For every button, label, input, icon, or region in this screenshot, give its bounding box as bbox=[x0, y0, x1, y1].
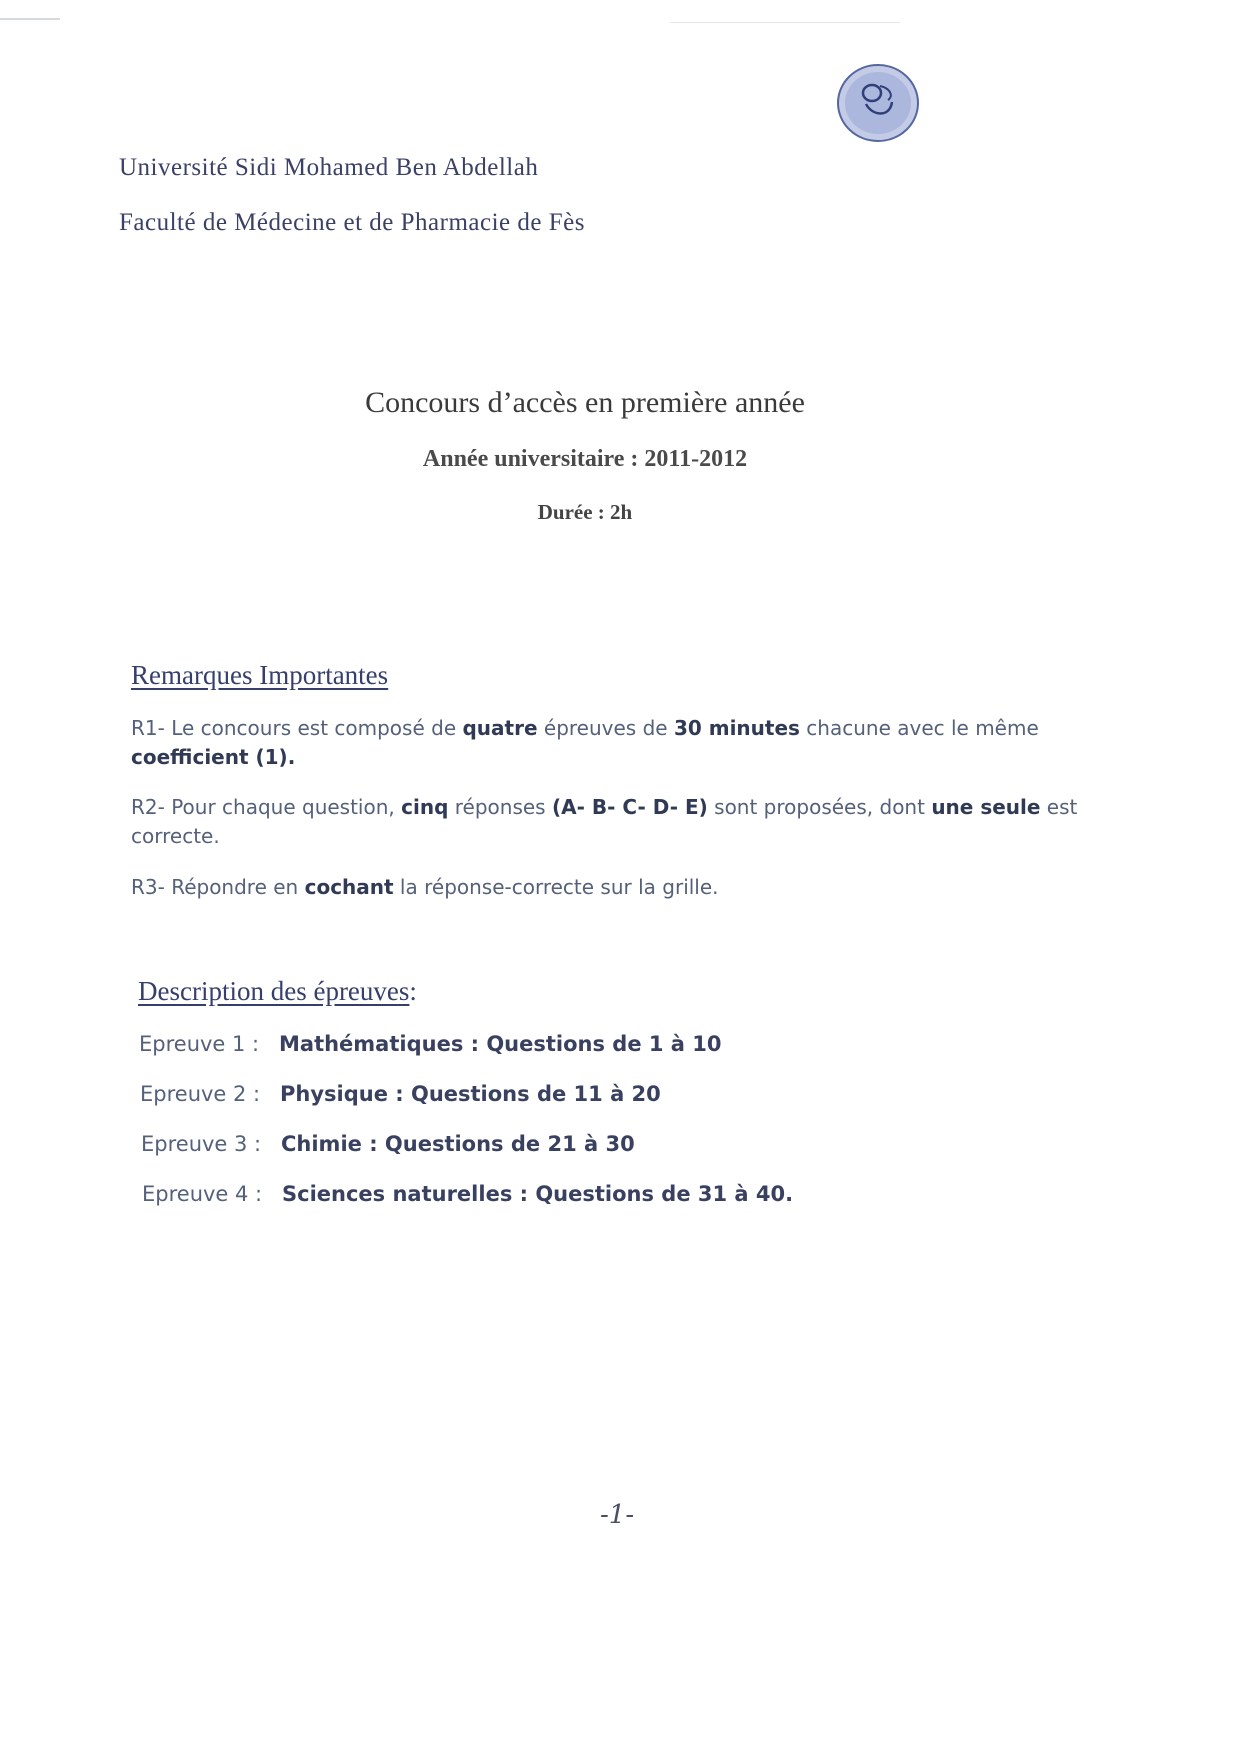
remarque-3-part: cochant bbox=[304, 875, 394, 899]
exam-duration: Durée : 2h bbox=[537, 500, 633, 524]
remarque-3-part: la réponse-correcte sur la grille. bbox=[393, 875, 719, 899]
remarques-heading: Remarques Importantes bbox=[131, 660, 389, 690]
epreuve-description: Mathématiques : Questions de 1 à 10 bbox=[279, 1032, 722, 1056]
epreuve-label: Epreuve 2 : bbox=[140, 1082, 261, 1106]
epreuve-1 bbox=[139, 1032, 722, 1056]
scan-artifact-top-left bbox=[0, 18, 60, 20]
remarque-2-part: (A- B- C- D- E) bbox=[551, 795, 708, 819]
remarque-1-part: épreuves de bbox=[537, 716, 674, 740]
description-heading bbox=[138, 976, 417, 1007]
epreuve-3 bbox=[141, 1132, 635, 1156]
epreuve-4 bbox=[142, 1182, 793, 1206]
remarque-3-part: R3- Répondre en bbox=[131, 875, 305, 899]
remarque-2-part: est correcte. bbox=[131, 795, 1078, 848]
remarque-1-part: R1- Le concours est composé de bbox=[131, 716, 463, 740]
remarque-1-part: quatre bbox=[462, 716, 538, 740]
remarque-2-part: cinq bbox=[401, 795, 449, 819]
description-heading-colon: : bbox=[409, 976, 417, 1006]
remarque-1-part: coefficient (1). bbox=[131, 745, 296, 769]
description-heading-text: Description des épreuves bbox=[138, 976, 410, 1006]
university-name: Université Sidi Mohamed Ben Abdellah bbox=[119, 154, 539, 181]
remarque-2-part: sont proposées, dont bbox=[707, 795, 932, 819]
epreuve-label: Epreuve 4 : bbox=[142, 1182, 263, 1206]
epreuve-label: Epreuve 3 : bbox=[141, 1132, 262, 1156]
remarque-2-part: R2- Pour chaque question, bbox=[131, 795, 402, 819]
academic-year: Année universitaire : 2011-2012 bbox=[422, 446, 748, 472]
remarque-1-part: chacune avec le même bbox=[799, 716, 1039, 740]
page-number: -1- bbox=[600, 1500, 635, 1530]
remarque-2-part: une seule bbox=[931, 795, 1041, 819]
epreuve-description: Sciences naturelles : Questions de 31 à 40. bbox=[282, 1182, 794, 1206]
epreuve-2 bbox=[140, 1082, 661, 1106]
epreuve-description: Chimie : Questions de 21 à 30 bbox=[281, 1132, 635, 1156]
faculty-name: Faculté de Médecine et de Pharmacie de Fès bbox=[119, 209, 585, 236]
remarque-1 bbox=[131, 714, 1091, 772]
epreuve-label: Epreuve 1 : bbox=[139, 1032, 260, 1056]
university-seal-stamp bbox=[832, 60, 924, 146]
remarque-3 bbox=[131, 873, 1091, 902]
exam-title: Concours d’accès en première année bbox=[365, 386, 805, 419]
scan-artifact-top-right bbox=[670, 22, 900, 23]
remarque-2 bbox=[131, 793, 1091, 851]
remarque-1-part: 30 minutes bbox=[673, 716, 800, 740]
epreuve-description: Physique : Questions de 11 à 20 bbox=[280, 1082, 661, 1106]
remarque-2-part: réponses bbox=[448, 795, 552, 819]
